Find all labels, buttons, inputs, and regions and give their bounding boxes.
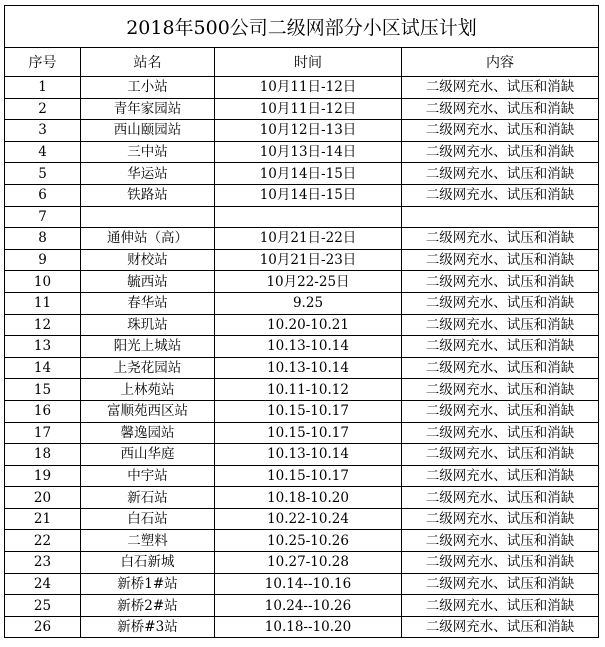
- header-index: 序号: [5, 48, 81, 77]
- table-row: [5, 487, 599, 509]
- work-content: 二级网充水、试压和消缺: [402, 357, 599, 379]
- work-content: [402, 206, 599, 228]
- table-row: [5, 616, 599, 638]
- row-index: 18: [5, 444, 81, 466]
- row-index: 3: [5, 120, 81, 142]
- row-index: 24: [5, 573, 81, 595]
- table-row: [5, 357, 599, 379]
- schedule-time: 10.18--10.20: [215, 616, 402, 638]
- schedule-time: 10月14日-15日: [215, 184, 402, 206]
- schedule-time: 10.11-10.12: [215, 379, 402, 401]
- row-index: 17: [5, 422, 81, 444]
- row-index: 12: [5, 314, 81, 336]
- plan-table: [4, 5, 599, 638]
- schedule-time: 9.25: [215, 292, 402, 314]
- row-index: 8: [5, 228, 81, 250]
- station-name: 华运站: [81, 163, 215, 185]
- table-row: [5, 77, 599, 99]
- station-name: 上林苑站: [81, 379, 215, 401]
- work-content: 二级网充水、试压和消缺: [402, 400, 599, 422]
- work-content: 二级网充水、试压和消缺: [402, 249, 599, 271]
- row-index: 1: [5, 77, 81, 99]
- row-index: 26: [5, 616, 81, 638]
- table-row: [5, 228, 599, 250]
- table-row: [5, 379, 599, 401]
- station-name: 西山华庭: [81, 444, 215, 466]
- schedule-time: 10月11日-12日: [215, 77, 402, 99]
- schedule-time: [215, 206, 402, 228]
- schedule-time: 10.15-10.17: [215, 400, 402, 422]
- work-content: 二级网充水、试压和消缺: [402, 141, 599, 163]
- table-row: [5, 552, 599, 574]
- schedule-time: 10.25-10.26: [215, 530, 402, 552]
- station-name: 毓西站: [81, 271, 215, 293]
- station-name: 新桥#3站: [81, 616, 215, 638]
- row-index: 7: [5, 206, 81, 228]
- station-name: 馨逸园站: [81, 422, 215, 444]
- schedule-time: 10.27-10.28: [215, 552, 402, 574]
- table-row: [5, 120, 599, 142]
- station-name: 富顺苑西区站: [81, 400, 215, 422]
- work-content: 二级网充水、试压和消缺: [402, 465, 599, 487]
- station-name: 白石站: [81, 508, 215, 530]
- schedule-time: 10.24--10.26: [215, 595, 402, 617]
- station-name: 西山颐园站: [81, 120, 215, 142]
- table-row: [5, 573, 599, 595]
- row-index: 14: [5, 357, 81, 379]
- table-row: [5, 141, 599, 163]
- work-content: 二级网充水、试压和消缺: [402, 616, 599, 638]
- table-row: [5, 444, 599, 466]
- work-content: 二级网充水、试压和消缺: [402, 487, 599, 509]
- station-name: 春华站: [81, 292, 215, 314]
- table-row: [5, 206, 599, 228]
- table-row: [5, 508, 599, 530]
- station-name: 三中站: [81, 141, 215, 163]
- station-name: 白石新城: [81, 552, 215, 574]
- station-name: 通伸站（高）: [81, 228, 215, 250]
- row-index: 4: [5, 141, 81, 163]
- row-index: 5: [5, 163, 81, 185]
- table-title: 2018年500公司二级网部分小区试压计划: [5, 6, 599, 48]
- schedule-time: 10月21日-22日: [215, 228, 402, 250]
- header-time: 时间: [215, 48, 402, 77]
- work-content: 二级网充水、试压和消缺: [402, 336, 599, 358]
- header-row: [5, 48, 599, 77]
- schedule-time: 10月12日-13日: [215, 120, 402, 142]
- row-index: 25: [5, 595, 81, 617]
- row-index: 10: [5, 271, 81, 293]
- row-index: 15: [5, 379, 81, 401]
- station-name: 上尧花园站: [81, 357, 215, 379]
- work-content: 二级网充水、试压和消缺: [402, 228, 599, 250]
- table-row: [5, 314, 599, 336]
- work-content: 二级网充水、试压和消缺: [402, 595, 599, 617]
- table-row: [5, 184, 599, 206]
- table-body: [5, 6, 599, 638]
- schedule-time: 10月22-25日: [215, 271, 402, 293]
- row-index: 16: [5, 400, 81, 422]
- header-content: 内容: [402, 48, 599, 77]
- work-content: 二级网充水、试压和消缺: [402, 163, 599, 185]
- row-index: 9: [5, 249, 81, 271]
- schedule-time: 10月11日-12日: [215, 98, 402, 120]
- row-index: 11: [5, 292, 81, 314]
- row-index: 13: [5, 336, 81, 358]
- schedule-time: 10.20-10.21: [215, 314, 402, 336]
- work-content: 二级网充水、试压和消缺: [402, 508, 599, 530]
- station-name: [81, 206, 215, 228]
- schedule-time: 10月21日-23日: [215, 249, 402, 271]
- row-index: 21: [5, 508, 81, 530]
- station-name: 铁路站: [81, 184, 215, 206]
- header-station: 站名: [81, 48, 215, 77]
- table-row: [5, 595, 599, 617]
- table-row: [5, 465, 599, 487]
- station-name: 二塑料: [81, 530, 215, 552]
- schedule-time: 10.15-10.17: [215, 422, 402, 444]
- work-content: 二级网充水、试压和消缺: [402, 98, 599, 120]
- table-row: [5, 400, 599, 422]
- station-name: 中宇站: [81, 465, 215, 487]
- row-index: 22: [5, 530, 81, 552]
- schedule-time: 10月14日-15日: [215, 163, 402, 185]
- work-content: 二级网充水、试压和消缺: [402, 444, 599, 466]
- station-name: 财校站: [81, 249, 215, 271]
- row-index: 2: [5, 98, 81, 120]
- work-content: 二级网充水、试压和消缺: [402, 292, 599, 314]
- table-row: [5, 249, 599, 271]
- row-index: 19: [5, 465, 81, 487]
- schedule-time: 10.13-10.14: [215, 444, 402, 466]
- table-row: [5, 336, 599, 358]
- table-row: [5, 163, 599, 185]
- station-name: 工小站: [81, 77, 215, 99]
- schedule-time: 10.22-10.24: [215, 508, 402, 530]
- work-content: 二级网充水、试压和消缺: [402, 184, 599, 206]
- schedule-time: 10.14--10.16: [215, 573, 402, 595]
- station-name: 青年家园站: [81, 98, 215, 120]
- title-row: [5, 6, 599, 48]
- work-content: 二级网充水、试压和消缺: [402, 422, 599, 444]
- schedule-time: 10.13-10.14: [215, 336, 402, 358]
- schedule-time: 10月13日-14日: [215, 141, 402, 163]
- row-index: 20: [5, 487, 81, 509]
- work-content: 二级网充水、试压和消缺: [402, 573, 599, 595]
- work-content: 二级网充水、试压和消缺: [402, 77, 599, 99]
- work-content: 二级网充水、试压和消缺: [402, 379, 599, 401]
- schedule-time: 10.18-10.20: [215, 487, 402, 509]
- work-content: 二级网充水、试压和消缺: [402, 530, 599, 552]
- row-index: 6: [5, 184, 81, 206]
- station-name: 新桥1#站: [81, 573, 215, 595]
- row-index: 23: [5, 552, 81, 574]
- station-name: 阳光上城站: [81, 336, 215, 358]
- station-name: 新石站: [81, 487, 215, 509]
- station-name: 新桥2#站: [81, 595, 215, 617]
- work-content: 二级网充水、试压和消缺: [402, 552, 599, 574]
- table-row: [5, 98, 599, 120]
- schedule-time: 10.15-10.17: [215, 465, 402, 487]
- table-row: [5, 422, 599, 444]
- table-row: [5, 530, 599, 552]
- table-row: [5, 292, 599, 314]
- work-content: 二级网充水、试压和消缺: [402, 120, 599, 142]
- schedule-time: 10.13-10.14: [215, 357, 402, 379]
- table-row: [5, 271, 599, 293]
- work-content: 二级网充水、试压和消缺: [402, 271, 599, 293]
- station-name: 珠玑站: [81, 314, 215, 336]
- work-content: 二级网充水、试压和消缺: [402, 314, 599, 336]
